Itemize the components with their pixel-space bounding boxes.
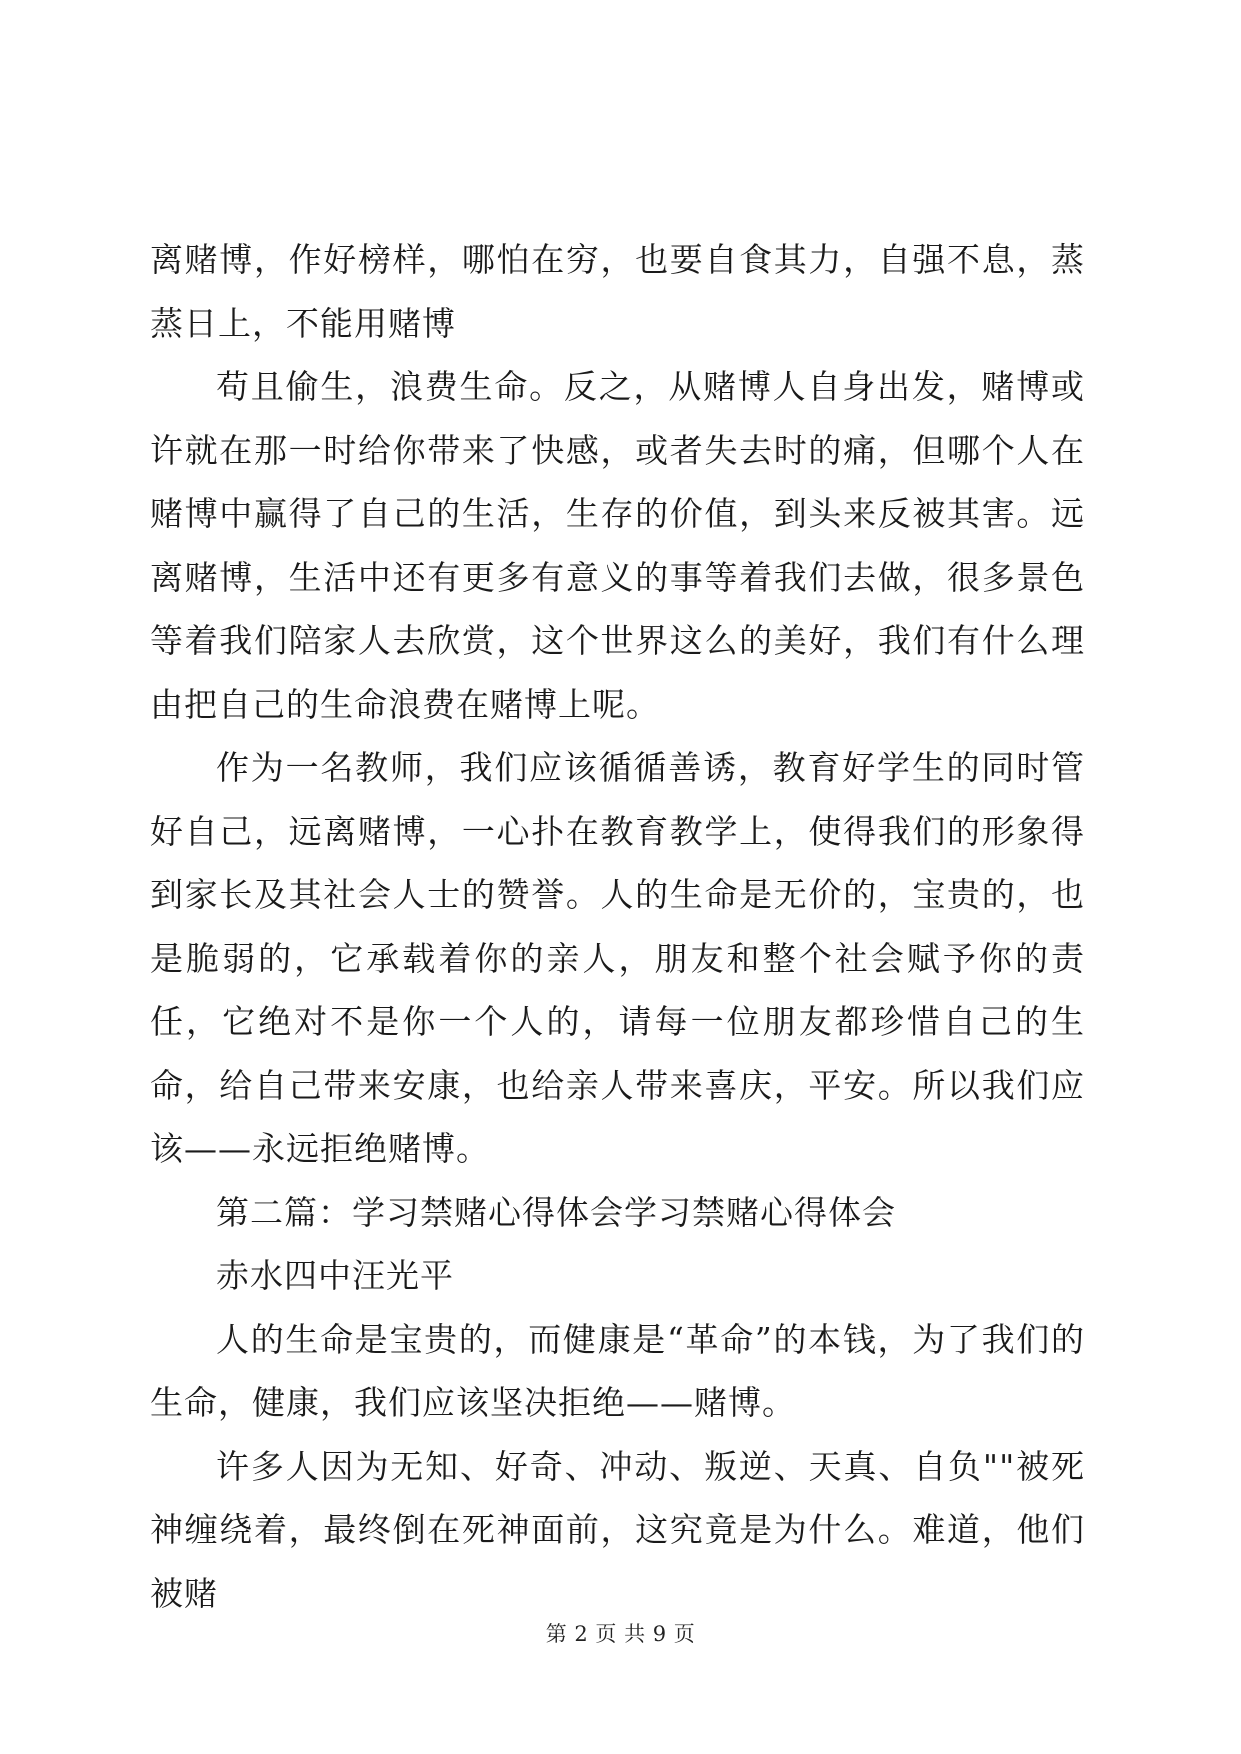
author-line: 赤水四中汪光平 <box>216 1256 454 1295</box>
paragraph-7: 许多人因为无知、好奇、冲动、叛逆、天真、自负""被死神缠绕着，最终倒在死神面前，这究竟是为什么。难道，他们被赌 <box>150 1446 1085 1613</box>
page-number-footer: 第 2 页 共 9 页 <box>545 1622 696 1646</box>
paragraph-2: 苟且偷生，浪费生命。反之，从赌博人自身出发，赌博或许就在那一时给你带来了快感，或者失去时的痛，但哪个人在赌博中赢得了自己的生活，生存的价值，到头来反被其害。远离赌博，生活中还有更多有意义的事等着我们去做，很多景色等着我们陪家人去欣赏，这个世界这么的美好，我们有什么理由把自己的生命浪费在赌博上呢。 <box>150 367 1085 724</box>
paragraph-1: 离赌博，作好榜样，哪怕在穷，也要自食其力，自强不息，蒸蒸日上，不能用赌博 <box>150 240 1085 343</box>
section-heading: 第二篇：学习禁赌心得体会学习禁赌心得体会 <box>216 1192 896 1232</box>
paragraph-6: 人的生命是宝贵的，而健康是“革命”的本钱，为了我们的生命，健康，我们应该坚决拒绝——赌博。 <box>150 1319 1085 1422</box>
paragraph-3: 作为一名教师，我们应该循循善诱，教育好学生的同时管好自己，远离赌博，一心扑在教育教学上，使得我们的形象得到家长及其社会人士的赞誉。人的生命是无价的，宝贵的，也是脆弱的，它承载着你的亲人，朋友和整个社会赋予你的责任，它绝对不是你一个人的，请每一位朋友都珍惜自己的生命，给自己带来安康，也给亲人带来喜庆，平安。所以我们应该——永远拒绝赌博。 <box>150 748 1085 1168</box>
document-body <box>150 228 1085 1625</box>
